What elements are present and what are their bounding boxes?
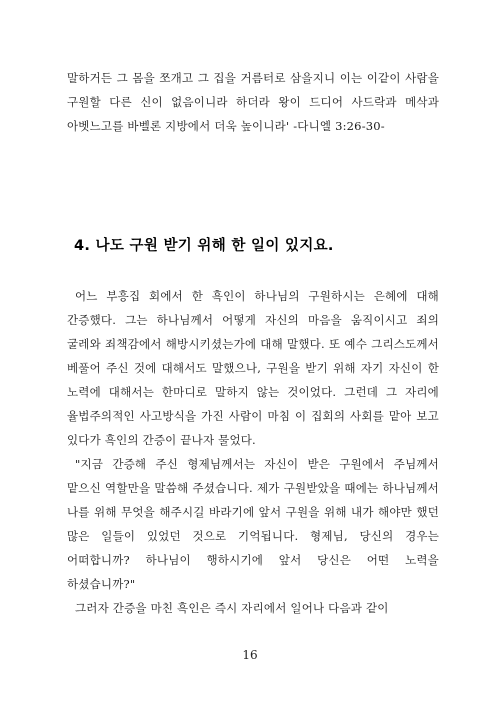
section-heading: 4. 나도 구원 받기 위해 한 일이 있지요.	[74, 238, 334, 254]
dialogue-paragraph: "지금 간증해 주신 형제님께서는 자신이 받은 구원에서 주님께서 맡으신 역할만을 말씀해 주셨습니다. 제가 구원받았을 때에는 하나님께서 나를 위해 무엇을 해주시길 바라기에 앞서 구원을 위해 내가 해야만 했던 많은 일들이 있었던 것으로 기억됩니다. 형제님, 당신의 경우는 어떠합니까? 하나님이 행하시기에 앞서 당신은 어떤 노력을 하셨습니까?"	[67, 457, 439, 591]
page-number: 16	[242, 648, 258, 662]
body-paragraph: 그러자 간증을 마친 흑인은 즉시 자리에서 일어나 다음과 같이	[75, 601, 389, 615]
body-paragraph: 어느 부흥집 회에서 한 흑인이 하나님의 구원하시는 은혜에 대해 간증했다. 그는 하나님께서 어떻게 자신의 마음을 움직이시고 죄의 굴레와 죄책감에서 해방시키셨는가에 대해 말했다. 또 예수 그리스도께서 베풀어 주신 것에 대해서도 말했으나, 구원을 받기 위해 자기 자신이 한 노력에 대해서는 한마디로 말하지 않는 것이었다. 그런데 그 자리에 율법주의적인 사고방식을 가진 사람이 마침 이 집회의 사회를 맡아 보고 있다가 흑인의 간증이 끝나자 물었다.	[67, 289, 439, 447]
quote-paragraph: 말하거든 그 몸을 쪼개고 그 집을 거름터로 삼을지니 이는 이같이 사람을 구원할 다른 신이 없음이니라 하더라 왕이 드디어 사드락과 메삭과 아벳느고를 바벨론 지방에서 더욱 높이니라' -다니엘 3:26-30-	[67, 71, 439, 133]
section-body	[67, 284, 439, 620]
continuation-paragraph	[67, 66, 439, 138]
